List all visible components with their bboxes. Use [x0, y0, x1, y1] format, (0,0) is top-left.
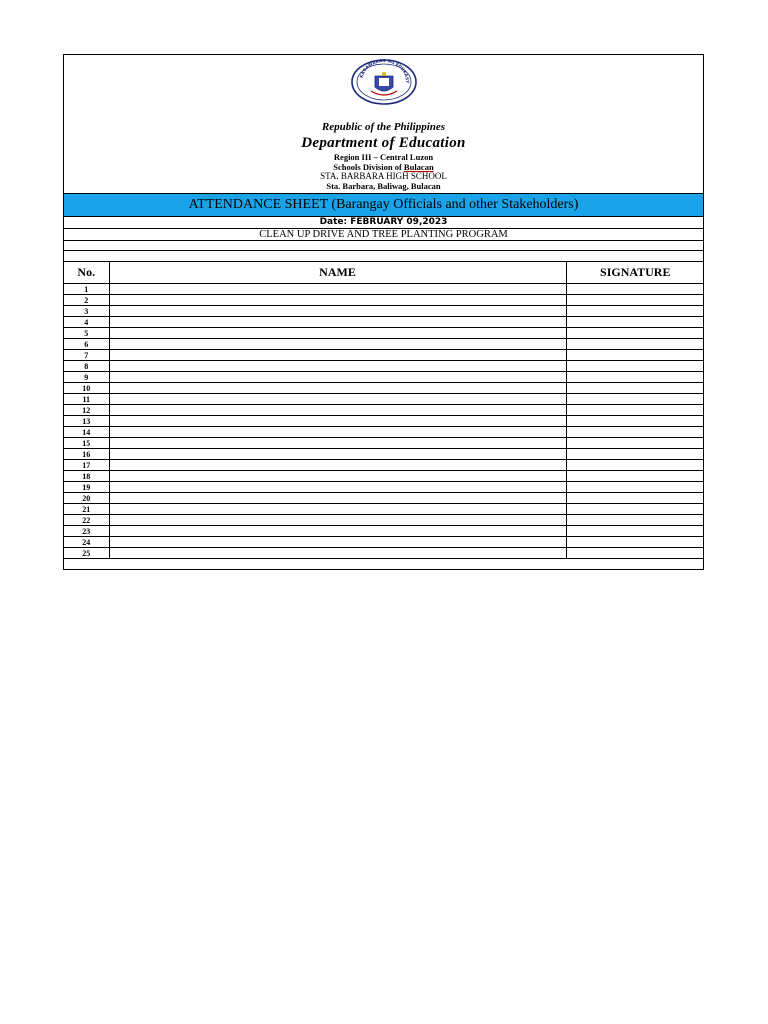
table-row [64, 449, 704, 460]
name-cell[interactable] [109, 526, 566, 537]
name-cell[interactable] [109, 284, 566, 295]
table-row [64, 537, 704, 548]
republic-line: Republic of the Philippines [321, 121, 446, 133]
signature-cell[interactable] [566, 405, 704, 416]
event-program: CLEAN UP DRIVE AND TREE PLANTING PROGRAM [64, 229, 703, 241]
table-header-row [64, 262, 704, 284]
signature-cell[interactable] [566, 548, 704, 559]
row-number: 5 [64, 328, 109, 339]
name-cell[interactable] [109, 317, 566, 328]
name-cell[interactable] [109, 537, 566, 548]
name-cell[interactable] [109, 482, 566, 493]
signature-cell[interactable] [566, 526, 704, 537]
table-row [64, 394, 704, 405]
row-number: 10 [64, 383, 109, 394]
table-row [64, 284, 704, 295]
row-number: 14 [64, 427, 109, 438]
row-number: 19 [64, 482, 109, 493]
row-number: 17 [64, 460, 109, 471]
row-number: 16 [64, 449, 109, 460]
attendance-table [64, 262, 704, 559]
table-row [64, 383, 704, 394]
row-number: 25 [64, 548, 109, 559]
signature-cell[interactable] [566, 537, 704, 548]
signature-cell[interactable] [566, 416, 704, 427]
name-cell[interactable] [109, 471, 566, 482]
name-cell[interactable] [109, 460, 566, 471]
table-row [64, 350, 704, 361]
table-row [64, 339, 704, 350]
name-cell[interactable] [109, 493, 566, 504]
table-row [64, 493, 704, 504]
name-cell[interactable] [109, 504, 566, 515]
row-number: 3 [64, 306, 109, 317]
seal-text: KAGAWARAN NG EDUKASY [358, 59, 411, 84]
attendance-sheet [63, 54, 704, 570]
division-name: Bulacan [403, 162, 434, 172]
table-row [64, 438, 704, 449]
row-number: 21 [64, 504, 109, 515]
column-header-signature: SIGNATURE [566, 262, 704, 284]
letterhead [64, 55, 703, 193]
row-number: 8 [64, 361, 109, 372]
table-row [64, 317, 704, 328]
signature-cell[interactable] [566, 361, 704, 372]
table-row [64, 306, 704, 317]
signature-cell[interactable] [566, 460, 704, 471]
signature-cell[interactable] [566, 482, 704, 493]
name-cell[interactable] [109, 515, 566, 526]
table-row [64, 328, 704, 339]
blank-row [64, 241, 703, 251]
table-row [64, 471, 704, 482]
signature-cell[interactable] [566, 427, 704, 438]
signature-cell[interactable] [566, 284, 704, 295]
row-number: 20 [64, 493, 109, 504]
row-number: 9 [64, 372, 109, 383]
table-row [64, 372, 704, 383]
blank-row [64, 251, 703, 262]
name-cell[interactable] [109, 328, 566, 339]
school-name: STA. BARBARA HIGH SCHOOL [320, 171, 447, 181]
table-row [64, 504, 704, 515]
row-number: 13 [64, 416, 109, 427]
signature-cell[interactable] [566, 372, 704, 383]
table-row [64, 295, 704, 306]
row-number: 1 [64, 284, 109, 295]
signature-cell[interactable] [566, 438, 704, 449]
signature-cell[interactable] [566, 383, 704, 394]
signature-cell[interactable] [566, 449, 704, 460]
event-date: Date: FEBRUARY 09,2023 [64, 217, 703, 229]
table-row [64, 416, 704, 427]
attendance-rows [64, 284, 704, 559]
name-cell[interactable] [109, 438, 566, 449]
name-cell[interactable] [109, 361, 566, 372]
department-title: Department of Education [301, 135, 466, 151]
school-address: Sta. Barbara, Baliwag, Bulacan [326, 181, 441, 191]
name-cell[interactable] [109, 295, 566, 306]
deped-seal-icon [351, 59, 417, 105]
signature-cell[interactable] [566, 295, 704, 306]
row-number: 4 [64, 317, 109, 328]
row-number: 6 [64, 339, 109, 350]
signature-cell[interactable] [566, 394, 704, 405]
table-row [64, 515, 704, 526]
row-number: 23 [64, 526, 109, 537]
column-header-name: NAME [109, 262, 566, 284]
table-row [64, 548, 704, 559]
column-header-no: No. [64, 262, 109, 284]
signature-cell[interactable] [566, 306, 704, 317]
signature-cell[interactable] [566, 328, 704, 339]
row-number: 7 [64, 350, 109, 361]
region-line: Region III – Central Luzon [333, 152, 434, 162]
table-row [64, 482, 704, 493]
name-cell[interactable] [109, 548, 566, 559]
signature-cell[interactable] [566, 350, 704, 361]
name-cell[interactable] [109, 339, 566, 350]
row-number: 15 [64, 438, 109, 449]
table-row [64, 405, 704, 416]
name-cell[interactable] [109, 383, 566, 394]
row-number: 22 [64, 515, 109, 526]
signature-cell[interactable] [566, 317, 704, 328]
signature-cell[interactable] [566, 515, 704, 526]
row-number: 12 [64, 405, 109, 416]
signature-cell[interactable] [566, 493, 704, 504]
name-cell[interactable] [109, 416, 566, 427]
name-cell[interactable] [109, 306, 566, 317]
row-number: 24 [64, 537, 109, 548]
table-row [64, 427, 704, 438]
sheet-title-banner: ATTENDANCE SHEET (Barangay Officials and other Stakeholders) [64, 193, 703, 217]
name-cell[interactable] [109, 372, 566, 383]
signature-cell[interactable] [566, 339, 704, 350]
name-cell[interactable] [109, 449, 566, 460]
name-cell[interactable] [109, 394, 566, 405]
row-number: 2 [64, 295, 109, 306]
row-number: 18 [64, 471, 109, 482]
name-cell[interactable] [109, 427, 566, 438]
name-cell[interactable] [109, 350, 566, 361]
row-number: 11 [64, 394, 109, 405]
table-row [64, 460, 704, 471]
table-row [64, 361, 704, 372]
division-prefix: Schools Division of [333, 162, 404, 172]
signature-cell[interactable] [566, 471, 704, 482]
name-cell[interactable] [109, 405, 566, 416]
table-row [64, 526, 704, 537]
signature-cell[interactable] [566, 504, 704, 515]
